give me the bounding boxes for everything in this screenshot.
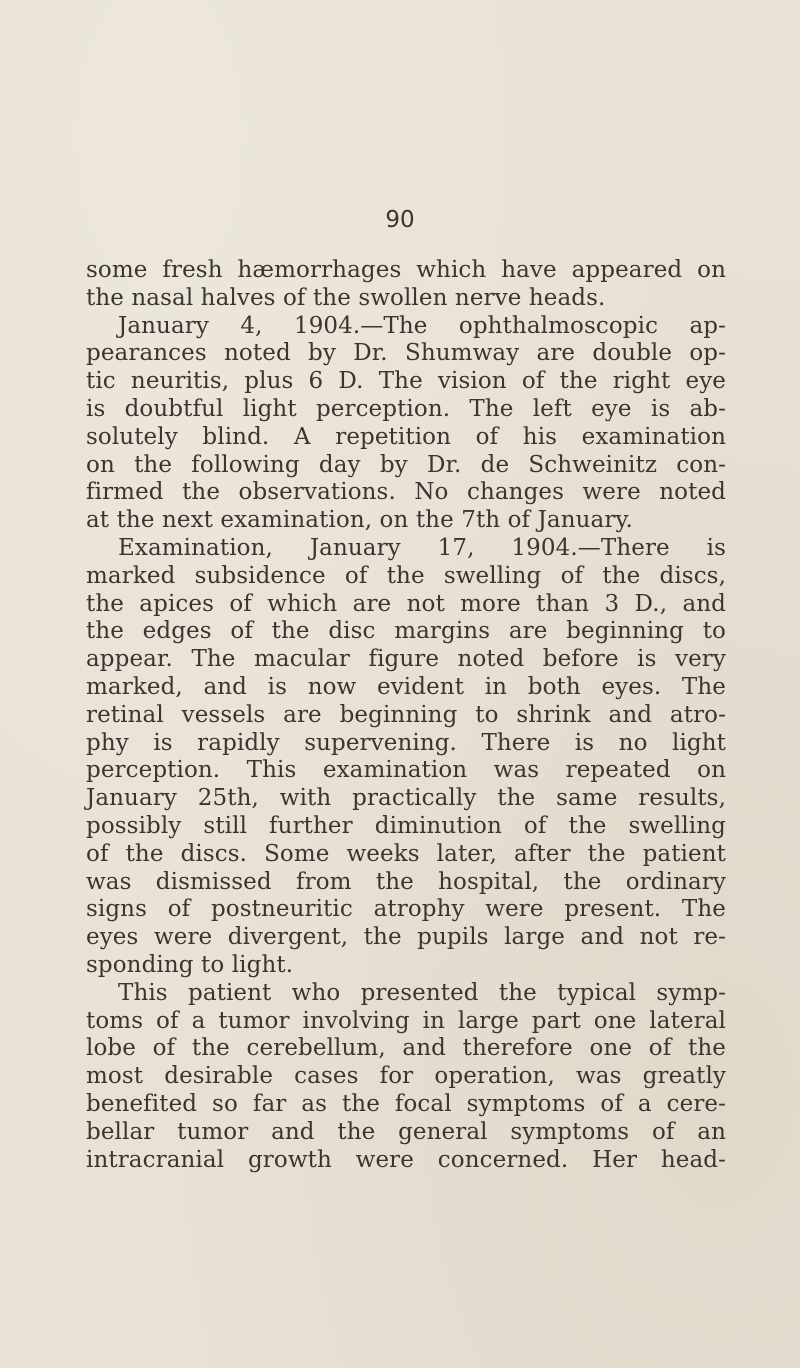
text-line: the apices of which are not more than 3 D., and — [86, 590, 726, 617]
text-line: of the discs. Some weeks later, after the patient — [86, 840, 726, 867]
text-line: perception. This examination was repeated on — [86, 757, 726, 784]
text-line: bellar tumor and the general symptoms of an — [86, 1118, 726, 1145]
text-line: at the next examination, on the 7th of January. — [86, 507, 633, 534]
text-line: signs of postneuritic atrophy were present. The — [86, 896, 726, 923]
text-line: firmed the observations. No changes were noted — [86, 479, 726, 506]
text-line: pearances noted by Dr. Shumway are double op- — [86, 340, 726, 367]
text-line: January 4, 1904.—The ophthalmoscopic ap- — [118, 312, 726, 339]
text-line: phy is rapidly supervening. There is no light — [86, 729, 726, 756]
text-line: toms of a tumor involving in large part one lateral — [86, 1007, 726, 1034]
text-line: Examination, January 17, 1904.—There is — [118, 534, 726, 561]
text-line: benefited so far as the focal symptoms of a cere- — [86, 1090, 726, 1117]
text-line: January 25th, with practically the same results, — [86, 785, 726, 812]
text-line: marked subsidence of the swelling of the discs, — [86, 562, 726, 589]
text-line: most desirable cases for operation, was greatly — [86, 1063, 726, 1090]
text-line: the edges of the disc margins are beginning to — [86, 618, 726, 645]
body-text — [86, 257, 726, 1174]
text-line: retinal vessels are beginning to shrink and atro- — [86, 701, 726, 728]
text-line: on the following day by Dr. de Schweinitz con- — [86, 451, 726, 478]
text-line: solutely blind. A repetition of his examination — [86, 423, 726, 450]
text-line: was dismissed from the hospital, the ordinary — [86, 868, 726, 895]
text-line: possibly still further diminution of the swelling — [86, 812, 726, 839]
text-line: the nasal halves of the swollen nerve heads. — [86, 284, 606, 311]
text-line: some fresh hæmorrhages which have appeared on — [86, 257, 726, 283]
text-line: sponding to light. — [86, 951, 294, 978]
text-line: This patient who presented the typical symp- — [118, 979, 726, 1006]
text-line: lobe of the cerebellum, and therefore one of the — [86, 1035, 726, 1062]
text-line: eyes were divergent, the pupils large and not re- — [86, 924, 726, 951]
page-number: 90 — [385, 207, 415, 233]
text-line: intracranial growth were concerned. Her head- — [86, 1146, 726, 1173]
text-line: is doubtful light perception. The left eye is ab- — [86, 395, 726, 422]
text-line: appear. The macular figure noted before is very — [86, 646, 726, 673]
text-line: tic neuritis, plus 6 D. The vision of the right eye — [86, 368, 726, 395]
text-line: marked, and is now evident in both eyes. The — [86, 673, 726, 700]
